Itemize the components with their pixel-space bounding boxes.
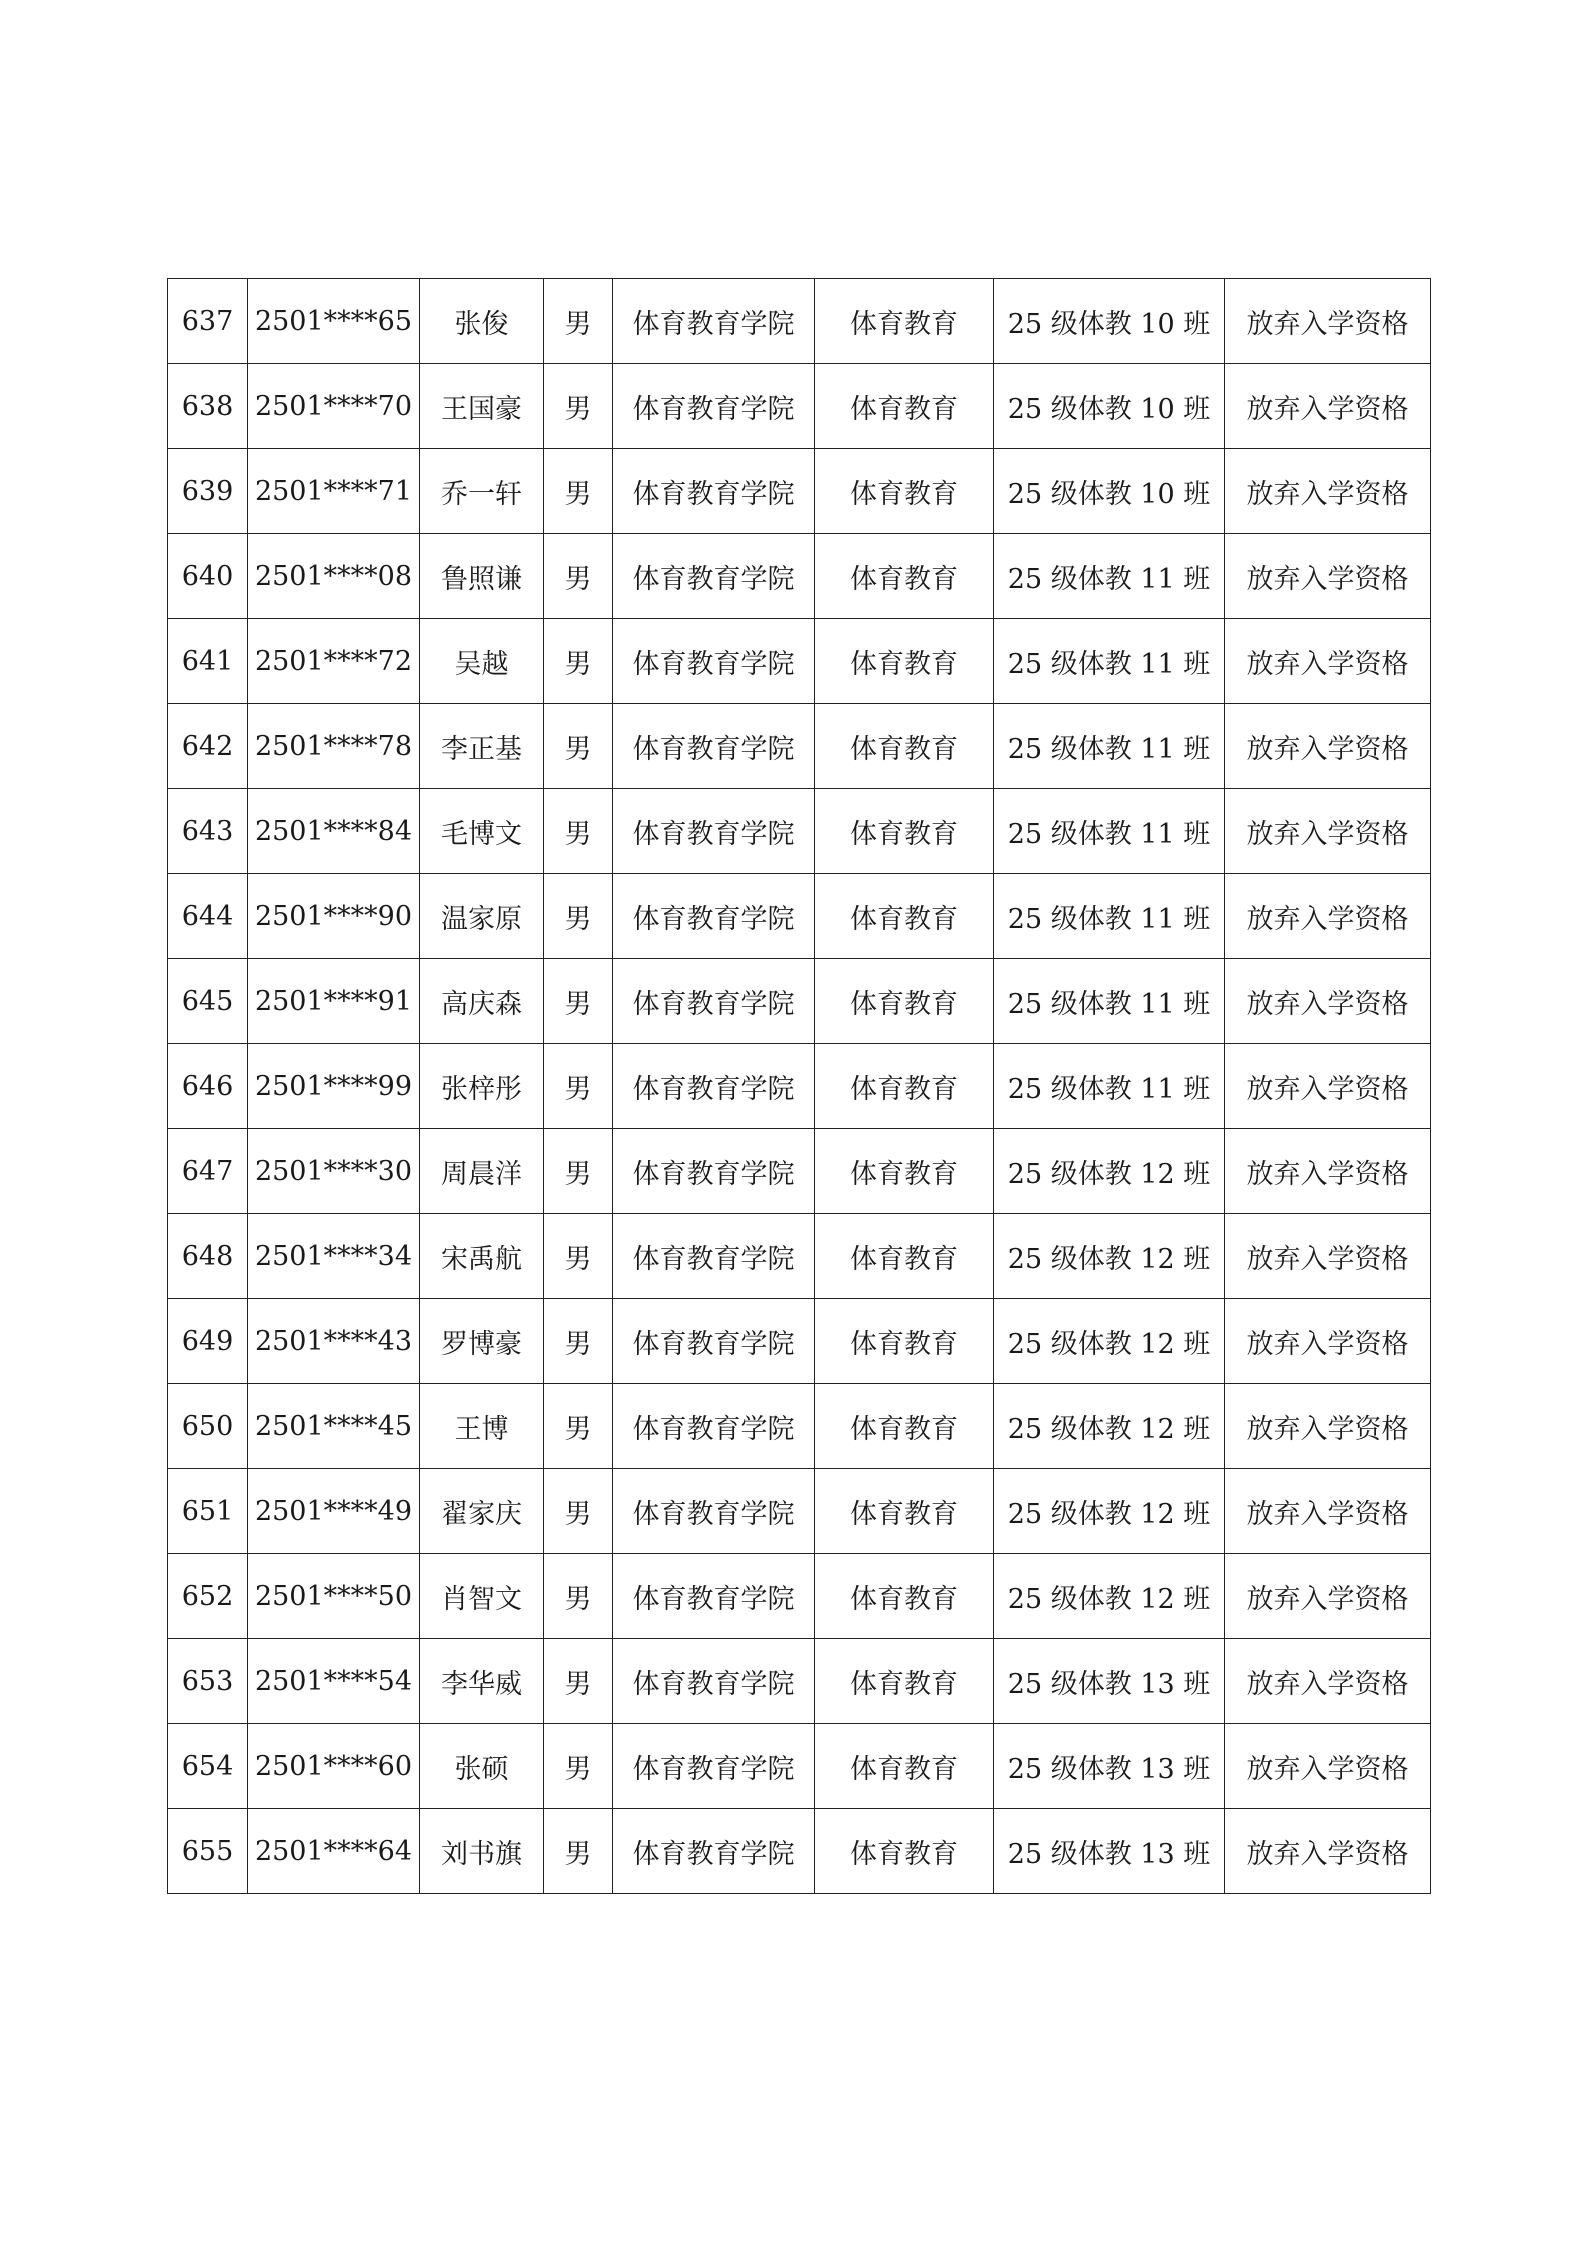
- student-name-cell: 张硕: [420, 1724, 544, 1809]
- student-roster-table: [167, 278, 1431, 1894]
- student-id-cell: 2501****08: [248, 534, 420, 619]
- major-cell: 体育教育: [815, 1809, 994, 1894]
- row-number-cell: 644: [168, 874, 248, 959]
- major-cell: 体育教育: [815, 364, 994, 449]
- status-cell: 放弃入学资格: [1225, 1469, 1431, 1554]
- student-id-cell: 2501****90: [248, 874, 420, 959]
- row-number-cell: 655: [168, 1809, 248, 1894]
- student-name-cell: 张俊: [420, 279, 544, 364]
- gender-cell: 男: [544, 874, 613, 959]
- table-row: [168, 789, 1431, 874]
- class-cell: 25 级体教 11 班: [994, 1044, 1225, 1129]
- status-cell: 放弃入学资格: [1225, 1809, 1431, 1894]
- student-id-cell: 2501****99: [248, 1044, 420, 1129]
- class-cell: 25 级体教 12 班: [994, 1384, 1225, 1469]
- college-cell: 体育教育学院: [613, 789, 815, 874]
- major-cell: 体育教育: [815, 789, 994, 874]
- student-name-cell: 高庆森: [420, 959, 544, 1044]
- row-number-cell: 643: [168, 789, 248, 874]
- row-number-cell: 645: [168, 959, 248, 1044]
- gender-cell: 男: [544, 1384, 613, 1469]
- class-cell: 25 级体教 12 班: [994, 1299, 1225, 1384]
- college-cell: 体育教育学院: [613, 1044, 815, 1129]
- gender-cell: 男: [544, 1554, 613, 1639]
- student-name-cell: 肖智文: [420, 1554, 544, 1639]
- major-cell: 体育教育: [815, 1129, 994, 1214]
- gender-cell: 男: [544, 534, 613, 619]
- student-name-cell: 宋禹航: [420, 1214, 544, 1299]
- table-row: [168, 1809, 1431, 1894]
- class-cell: 25 级体教 13 班: [994, 1639, 1225, 1724]
- major-cell: 体育教育: [815, 1214, 994, 1299]
- gender-cell: 男: [544, 1214, 613, 1299]
- status-cell: 放弃入学资格: [1225, 1384, 1431, 1469]
- status-cell: 放弃入学资格: [1225, 1044, 1431, 1129]
- gender-cell: 男: [544, 364, 613, 449]
- class-cell: 25 级体教 12 班: [994, 1129, 1225, 1214]
- major-cell: 体育教育: [815, 1554, 994, 1639]
- table-row: [168, 279, 1431, 364]
- college-cell: 体育教育学院: [613, 1129, 815, 1214]
- row-number-cell: 646: [168, 1044, 248, 1129]
- class-cell: 25 级体教 11 班: [994, 874, 1225, 959]
- class-cell: 25 级体教 12 班: [994, 1469, 1225, 1554]
- status-cell: 放弃入学资格: [1225, 1214, 1431, 1299]
- college-cell: 体育教育学院: [613, 364, 815, 449]
- college-cell: 体育教育学院: [613, 874, 815, 959]
- gender-cell: 男: [544, 789, 613, 874]
- student-id-cell: 2501****45: [248, 1384, 420, 1469]
- gender-cell: 男: [544, 619, 613, 704]
- gender-cell: 男: [544, 1469, 613, 1554]
- student-id-cell: 2501****72: [248, 619, 420, 704]
- gender-cell: 男: [544, 704, 613, 789]
- status-cell: 放弃入学资格: [1225, 534, 1431, 619]
- class-cell: 25 级体教 11 班: [994, 534, 1225, 619]
- gender-cell: 男: [544, 1044, 613, 1129]
- college-cell: 体育教育学院: [613, 1214, 815, 1299]
- college-cell: 体育教育学院: [613, 534, 815, 619]
- row-number-cell: 650: [168, 1384, 248, 1469]
- gender-cell: 男: [544, 1639, 613, 1724]
- table-row: [168, 1469, 1431, 1554]
- major-cell: 体育教育: [815, 1724, 994, 1809]
- student-name-cell: 温家原: [420, 874, 544, 959]
- student-id-cell: 2501****60: [248, 1724, 420, 1809]
- class-cell: 25 级体教 10 班: [994, 364, 1225, 449]
- student-name-cell: 鲁照谦: [420, 534, 544, 619]
- student-id-cell: 2501****84: [248, 789, 420, 874]
- class-cell: 25 级体教 13 班: [994, 1809, 1225, 1894]
- table-row: [168, 449, 1431, 534]
- status-cell: 放弃入学资格: [1225, 1724, 1431, 1809]
- table-row: [168, 1044, 1431, 1129]
- student-name-cell: 张梓彤: [420, 1044, 544, 1129]
- college-cell: 体育教育学院: [613, 704, 815, 789]
- table-row: [168, 959, 1431, 1044]
- student-name-cell: 李华威: [420, 1639, 544, 1724]
- student-id-cell: 2501****78: [248, 704, 420, 789]
- class-cell: 25 级体教 12 班: [994, 1214, 1225, 1299]
- status-cell: 放弃入学资格: [1225, 364, 1431, 449]
- college-cell: 体育教育学院: [613, 449, 815, 534]
- student-id-cell: 2501****30: [248, 1129, 420, 1214]
- student-id-cell: 2501****64: [248, 1809, 420, 1894]
- college-cell: 体育教育学院: [613, 1469, 815, 1554]
- status-cell: 放弃入学资格: [1225, 619, 1431, 704]
- college-cell: 体育教育学院: [613, 1299, 815, 1384]
- row-number-cell: 653: [168, 1639, 248, 1724]
- student-name-cell: 吴越: [420, 619, 544, 704]
- status-cell: 放弃入学资格: [1225, 279, 1431, 364]
- student-name-cell: 王博: [420, 1384, 544, 1469]
- major-cell: 体育教育: [815, 619, 994, 704]
- row-number-cell: 640: [168, 534, 248, 619]
- row-number-cell: 638: [168, 364, 248, 449]
- major-cell: 体育教育: [815, 704, 994, 789]
- major-cell: 体育教育: [815, 874, 994, 959]
- status-cell: 放弃入学资格: [1225, 1299, 1431, 1384]
- status-cell: 放弃入学资格: [1225, 449, 1431, 534]
- student-name-cell: 罗博豪: [420, 1299, 544, 1384]
- row-number-cell: 654: [168, 1724, 248, 1809]
- table-row: [168, 874, 1431, 959]
- gender-cell: 男: [544, 279, 613, 364]
- table-row: [168, 704, 1431, 789]
- status-cell: 放弃入学资格: [1225, 704, 1431, 789]
- class-cell: 25 级体教 10 班: [994, 279, 1225, 364]
- college-cell: 体育教育学院: [613, 1384, 815, 1469]
- college-cell: 体育教育学院: [613, 959, 815, 1044]
- class-cell: 25 级体教 11 班: [994, 704, 1225, 789]
- status-cell: 放弃入学资格: [1225, 874, 1431, 959]
- student-id-cell: 2501****91: [248, 959, 420, 1044]
- student-name-cell: 翟家庆: [420, 1469, 544, 1554]
- row-number-cell: 648: [168, 1214, 248, 1299]
- student-name-cell: 刘书旗: [420, 1809, 544, 1894]
- student-id-cell: 2501****43: [248, 1299, 420, 1384]
- table-row: [168, 534, 1431, 619]
- table-row: [168, 364, 1431, 449]
- student-id-cell: 2501****50: [248, 1554, 420, 1639]
- row-number-cell: 652: [168, 1554, 248, 1639]
- college-cell: 体育教育学院: [613, 279, 815, 364]
- class-cell: 25 级体教 11 班: [994, 959, 1225, 1044]
- table-row: [168, 1129, 1431, 1214]
- major-cell: 体育教育: [815, 959, 994, 1044]
- class-cell: 25 级体教 11 班: [994, 619, 1225, 704]
- row-number-cell: 639: [168, 449, 248, 534]
- gender-cell: 男: [544, 959, 613, 1044]
- gender-cell: 男: [544, 449, 613, 534]
- major-cell: 体育教育: [815, 1469, 994, 1554]
- table-row: [168, 619, 1431, 704]
- status-cell: 放弃入学资格: [1225, 1129, 1431, 1214]
- college-cell: 体育教育学院: [613, 1809, 815, 1894]
- class-cell: 25 级体教 10 班: [994, 449, 1225, 534]
- status-cell: 放弃入学资格: [1225, 1639, 1431, 1724]
- college-cell: 体育教育学院: [613, 1724, 815, 1809]
- table-row: [168, 1384, 1431, 1469]
- student-name-cell: 周晨洋: [420, 1129, 544, 1214]
- major-cell: 体育教育: [815, 1044, 994, 1129]
- major-cell: 体育教育: [815, 534, 994, 619]
- student-id-cell: 2501****49: [248, 1469, 420, 1554]
- college-cell: 体育教育学院: [613, 1639, 815, 1724]
- gender-cell: 男: [544, 1129, 613, 1214]
- major-cell: 体育教育: [815, 279, 994, 364]
- student-name-cell: 李正基: [420, 704, 544, 789]
- major-cell: 体育教育: [815, 1639, 994, 1724]
- class-cell: 25 级体教 11 班: [994, 789, 1225, 874]
- student-name-cell: 王国豪: [420, 364, 544, 449]
- row-number-cell: 642: [168, 704, 248, 789]
- student-id-cell: 2501****70: [248, 364, 420, 449]
- table-row: [168, 1639, 1431, 1724]
- gender-cell: 男: [544, 1809, 613, 1894]
- student-id-cell: 2501****71: [248, 449, 420, 534]
- row-number-cell: 649: [168, 1299, 248, 1384]
- major-cell: 体育教育: [815, 1299, 994, 1384]
- table-row: [168, 1554, 1431, 1639]
- gender-cell: 男: [544, 1724, 613, 1809]
- table-row: [168, 1299, 1431, 1384]
- college-cell: 体育教育学院: [613, 619, 815, 704]
- table-row: [168, 1724, 1431, 1809]
- status-cell: 放弃入学资格: [1225, 789, 1431, 874]
- student-name-cell: 乔一轩: [420, 449, 544, 534]
- status-cell: 放弃入学资格: [1225, 1554, 1431, 1639]
- major-cell: 体育教育: [815, 449, 994, 534]
- row-number-cell: 651: [168, 1469, 248, 1554]
- table-row: [168, 1214, 1431, 1299]
- roster-body: [168, 279, 1431, 1894]
- student-name-cell: 毛博文: [420, 789, 544, 874]
- major-cell: 体育教育: [815, 1384, 994, 1469]
- gender-cell: 男: [544, 1299, 613, 1384]
- student-id-cell: 2501****54: [248, 1639, 420, 1724]
- class-cell: 25 级体教 13 班: [994, 1724, 1225, 1809]
- class-cell: 25 级体教 12 班: [994, 1554, 1225, 1639]
- college-cell: 体育教育学院: [613, 1554, 815, 1639]
- row-number-cell: 647: [168, 1129, 248, 1214]
- student-id-cell: 2501****34: [248, 1214, 420, 1299]
- row-number-cell: 637: [168, 279, 248, 364]
- row-number-cell: 641: [168, 619, 248, 704]
- student-id-cell: 2501****65: [248, 279, 420, 364]
- status-cell: 放弃入学资格: [1225, 959, 1431, 1044]
